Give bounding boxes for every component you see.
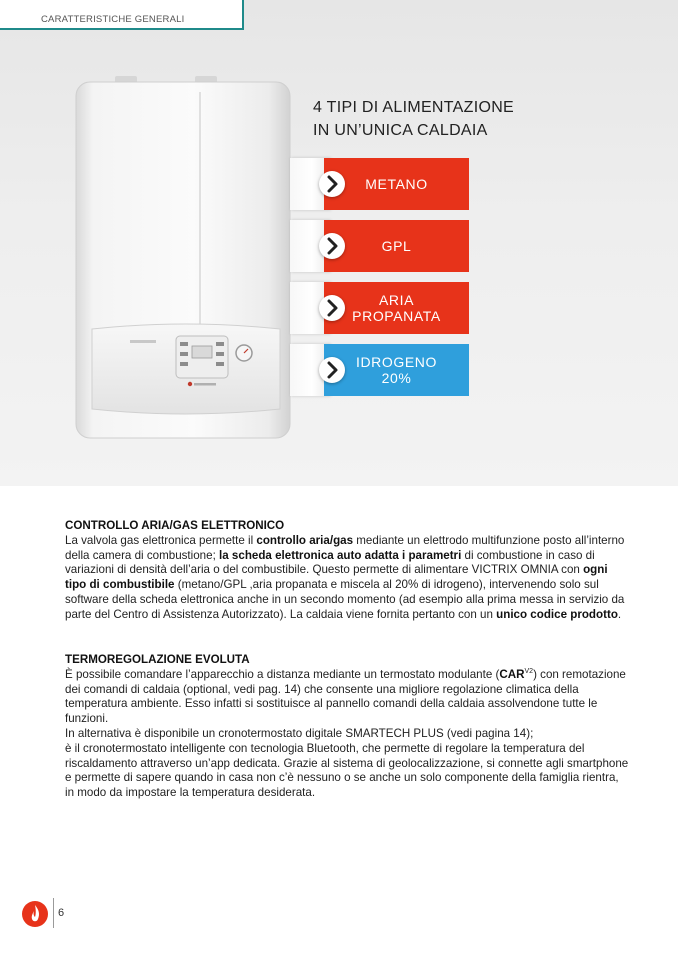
chevron-right-icon: [319, 233, 345, 259]
bold-run: CAR: [499, 667, 525, 681]
fuel-label-line-1: IDROGENO: [355, 354, 438, 370]
termo-paragraph-3: è il cronotermostato intelligente con tecnologia Bluetooth, che permette di regolare la temperatura del riscaldamento attraverso un’app dedicata. Grazie al sistema di geolocalizzazione, si connette agli smartphone e permette di sapere quando in casa non c’è nessuno o se anche un solo componente della famiglia rientra, in modo da impostare la temperatura desiderata.: [65, 741, 629, 800]
bold-run: controllo aria/gas: [256, 533, 354, 547]
section-label: CARATTERISTICHE GENERALI: [41, 14, 185, 25]
termo-title: TERMOREGOLAZIONE EVOLUTA: [65, 653, 250, 666]
section-header: [0, 0, 244, 30]
bold-run: unico codice prodotto: [496, 607, 618, 621]
chevron-right-icon: [319, 295, 345, 321]
bold-run: ogni tipo di combustibile: [65, 563, 608, 592]
fuel-label: GPL: [381, 238, 412, 254]
text-run: La valvola gas elettronica permette il: [65, 533, 257, 547]
fuel-label: METANO: [365, 176, 428, 192]
text-run: ) con remotazione dei comandi di caldaia (optional, vedi pag. 14) che consente una migliore regolazione climatica della temperatura ambiente. Esso infatti si sostituisce al pannello comandi della caldaia assolvendone tutte le funzioni.: [65, 667, 626, 726]
fuel-label-line-2: PROPANATA: [352, 308, 441, 324]
fuel-label-box: [324, 344, 469, 396]
text-run: .: [617, 607, 622, 621]
fuel-item-aria-propanata: [290, 282, 470, 334]
fuel-label-line-1: ARIA: [378, 292, 415, 308]
fuel-item-idrogeno: [290, 344, 470, 396]
fuel-label-box: [324, 220, 469, 272]
chevron-right-icon: [319, 171, 345, 197]
chevron-right-icon: [319, 357, 345, 383]
text-run: mediante un elettrodo multifunzione posto all’interno della camera di combustione;: [65, 533, 625, 562]
page-number: 6: [58, 907, 65, 919]
headline-line-1: 4 TIPI DI ALIMENTAZIONE: [313, 99, 515, 116]
section-termoregolazione: [65, 653, 630, 801]
fuel-item-gpl: [290, 220, 470, 272]
controllo-title: CONTROLLO ARIA/GAS ELETTRONICO: [65, 519, 285, 532]
fuel-label-box: [324, 282, 469, 334]
footer-divider: [53, 898, 54, 928]
bold-run: la scheda elettronica auto adatta i parametri: [219, 548, 462, 562]
flame-logo-icon: [21, 900, 49, 928]
fuel-label-line-2: 20%: [381, 370, 412, 386]
fuel-item-metano: [290, 158, 470, 210]
text-run: (metano/GPL ,aria propanata e miscela al 20% di idrogeno), intervenendo solo sul software della scheda elettronica anche in un secondo momento (ad esempio alla prima messa in servizio da parte del Centro di Assistenza Autorizzato). La caldaia viene fornita pertanto con un: [65, 578, 625, 621]
termo-paragraph-1: [65, 668, 630, 727]
boiler-image: [70, 74, 300, 446]
hero-headline: [313, 96, 514, 142]
section-controllo: [65, 519, 630, 623]
termo-paragraph-2: In alternativa è disponibile un cronotermostato digitale SMARTECH PLUS (vedi pagina 14);: [65, 726, 534, 740]
superscript: V2: [524, 667, 534, 675]
text-run: È possibile comandare l’apparecchio a distanza mediante un termostato modulante (: [65, 667, 500, 681]
headline-line-2: IN UN’UNICA CALDAIA: [313, 122, 488, 139]
text-run: di combustione in caso di variazioni di densità dell’aria o del combustibile. Questo permette di alimentare VICTRIX OMNIA con: [65, 548, 595, 577]
fuel-label-box: [324, 158, 469, 210]
controllo-paragraph: [65, 534, 630, 623]
